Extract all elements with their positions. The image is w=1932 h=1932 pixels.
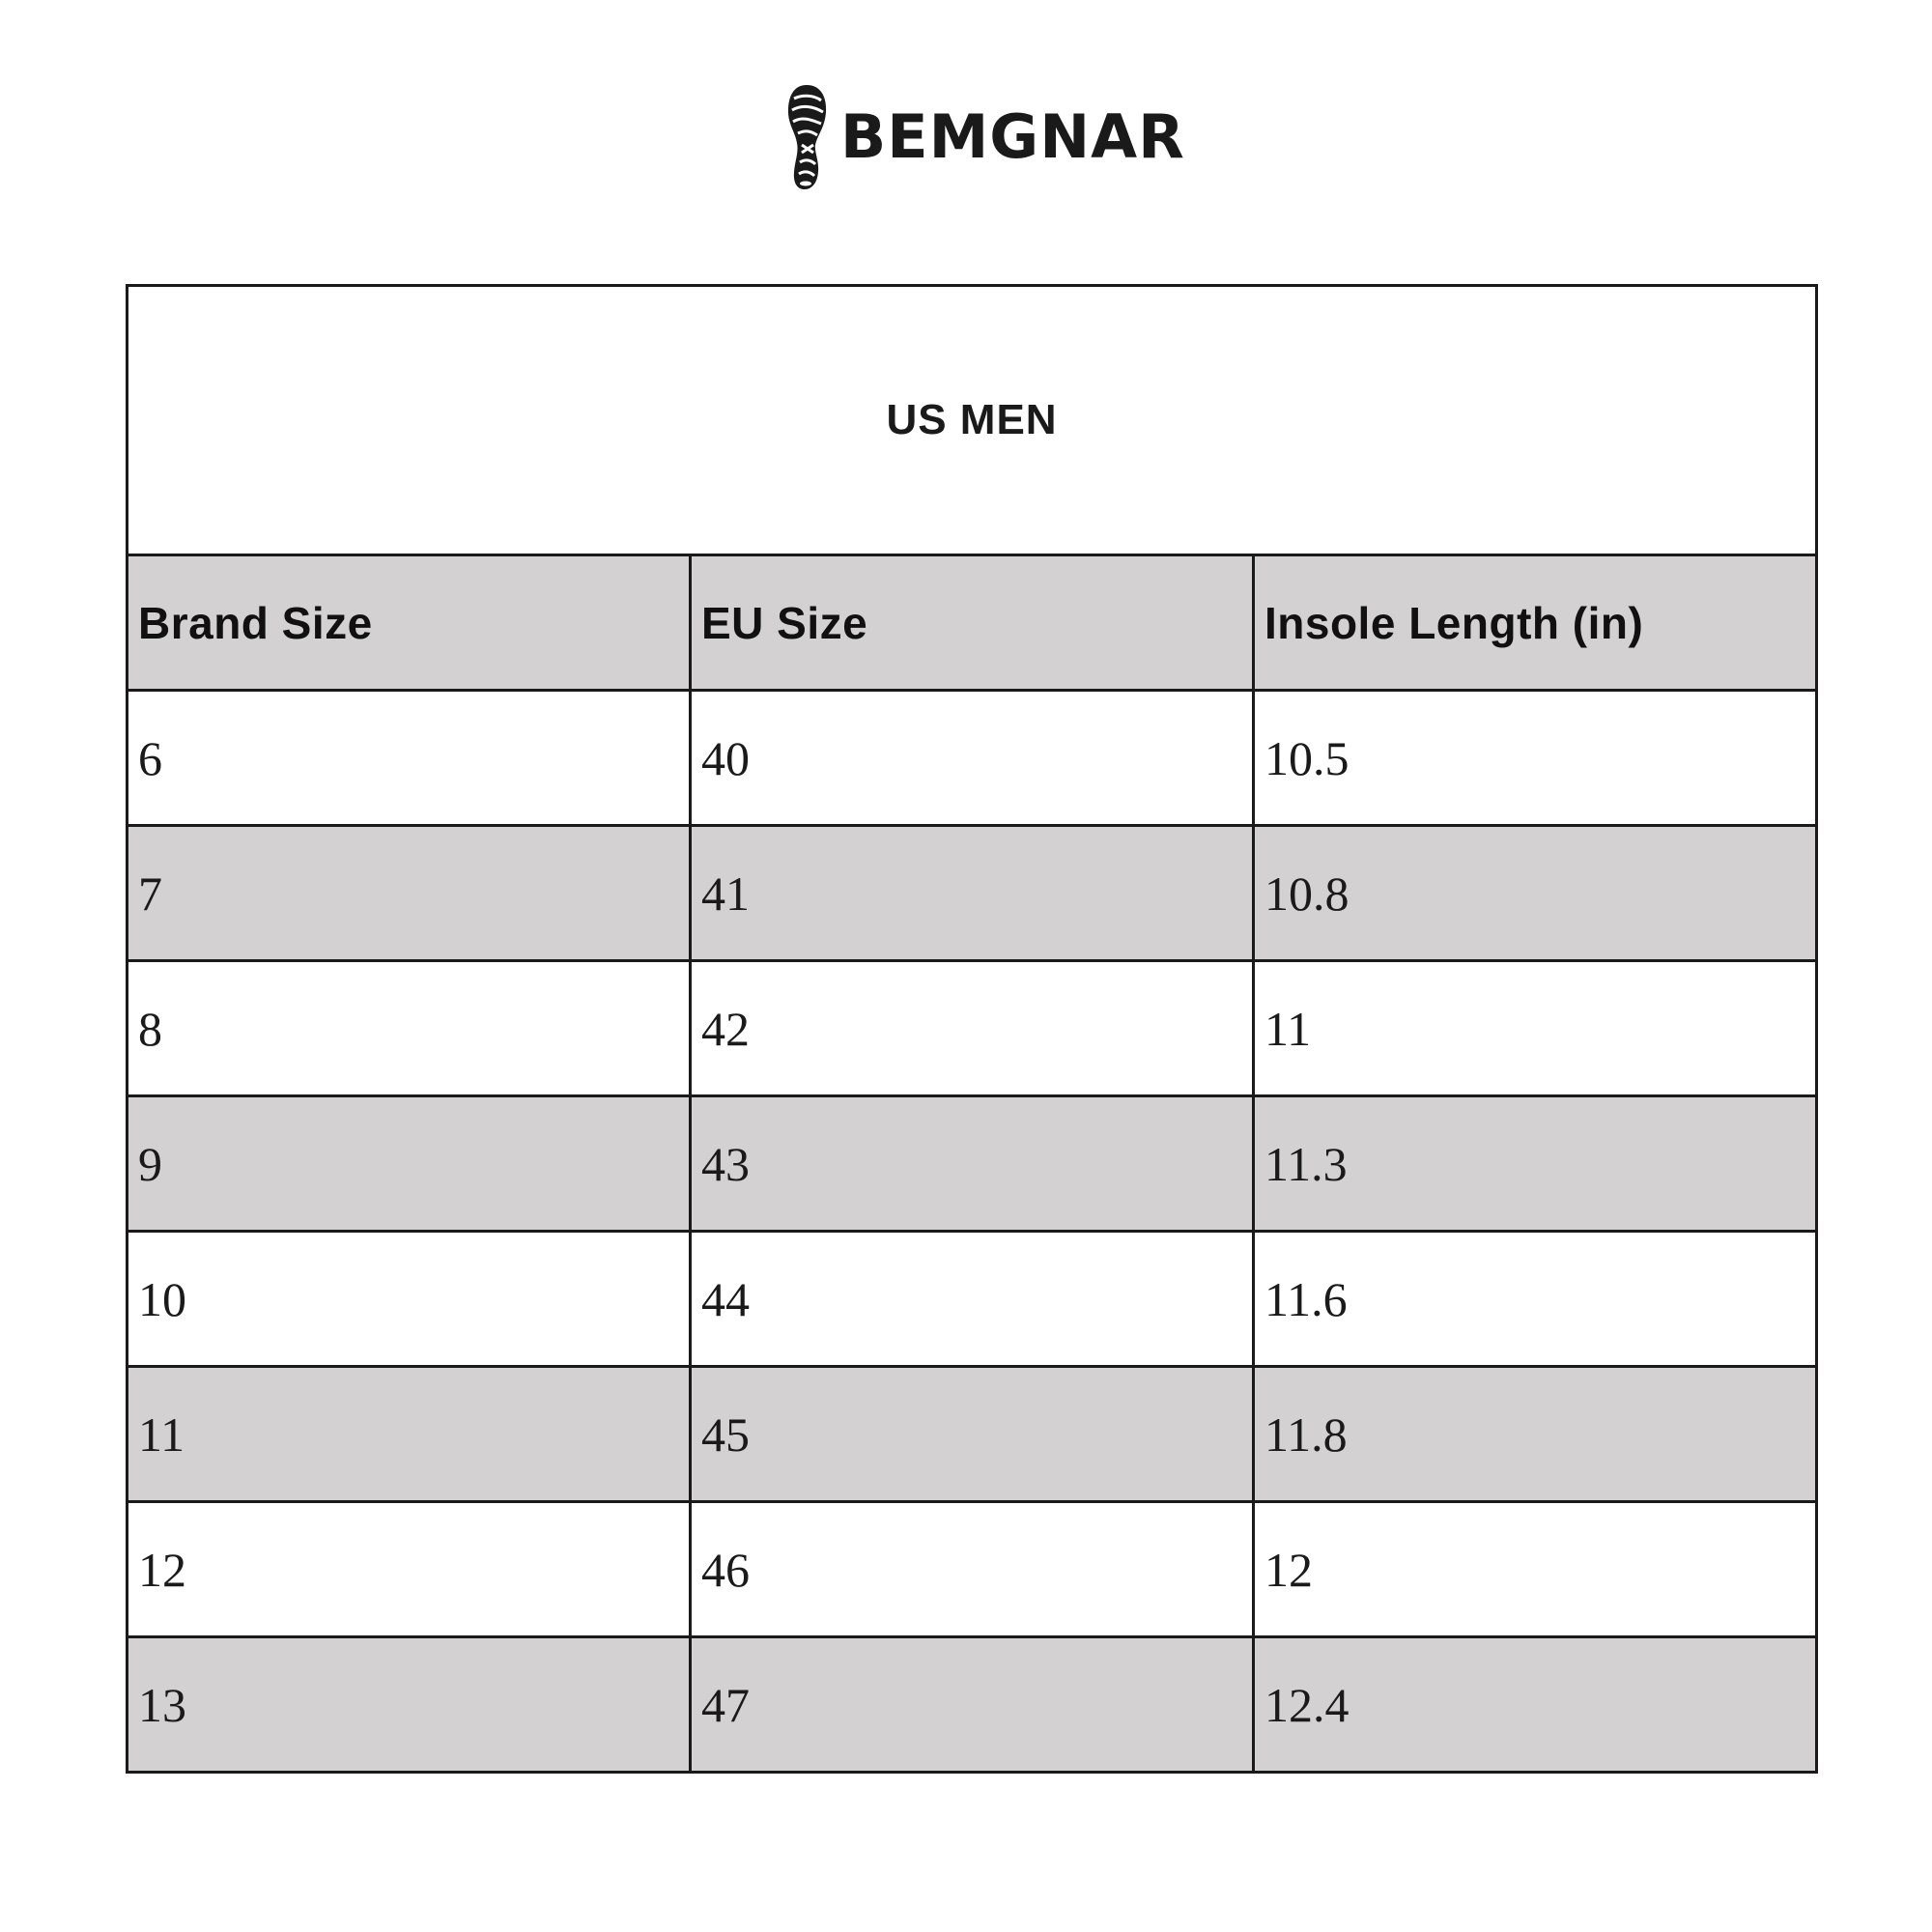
column-header-eu-size: EU Size: [691, 555, 1254, 691]
eu-size-cell: 41: [691, 826, 1254, 961]
table-header-row: [128, 555, 1817, 691]
brand-size-cell: 12: [128, 1502, 691, 1637]
eu-size-cell: 40: [691, 691, 1254, 826]
brand-size-cell: 8: [128, 961, 691, 1096]
eu-size-cell: 47: [691, 1637, 1254, 1773]
table-row: [128, 961, 1817, 1096]
insole-length-cell: 12.4: [1254, 1637, 1817, 1773]
eu-size-cell: 46: [691, 1502, 1254, 1637]
shoe-sole-icon: [784, 83, 829, 191]
insole-length-cell: 12: [1254, 1502, 1817, 1637]
brand-size-cell: 7: [128, 826, 691, 961]
insole-length-cell: 10.8: [1254, 826, 1817, 961]
brand-size-cell: 10: [128, 1232, 691, 1367]
table-row: [128, 826, 1817, 961]
insole-length-cell: 11.8: [1254, 1367, 1817, 1502]
eu-size-cell: 44: [691, 1232, 1254, 1367]
table-row: [128, 1502, 1817, 1637]
brand-size-cell: 6: [128, 691, 691, 826]
eu-size-cell: 45: [691, 1367, 1254, 1502]
table-row: [128, 1096, 1817, 1232]
table-title-row: [128, 286, 1817, 555]
size-chart-table: [126, 284, 1818, 1774]
brand-size-cell: 9: [128, 1096, 691, 1232]
insole-length-cell: 11: [1254, 961, 1817, 1096]
table-row: [128, 1637, 1817, 1773]
column-header-insole-length: Insole Length (in): [1254, 555, 1817, 691]
brand-name: BEMGNAR: [840, 101, 1185, 172]
brand-logo: [784, 83, 1185, 191]
eu-size-cell: 42: [691, 961, 1254, 1096]
insole-length-cell: 11.6: [1254, 1232, 1817, 1367]
table-row: [128, 1367, 1817, 1502]
brand-size-cell: 13: [128, 1637, 691, 1773]
column-header-brand-size: Brand Size: [128, 555, 691, 691]
table-title: US MEN: [128, 286, 1817, 555]
insole-length-cell: 11.3: [1254, 1096, 1817, 1232]
table-row: [128, 1232, 1817, 1367]
table-row: [128, 691, 1817, 826]
insole-length-cell: 10.5: [1254, 691, 1817, 826]
brand-size-cell: 11: [128, 1367, 691, 1502]
eu-size-cell: 43: [691, 1096, 1254, 1232]
